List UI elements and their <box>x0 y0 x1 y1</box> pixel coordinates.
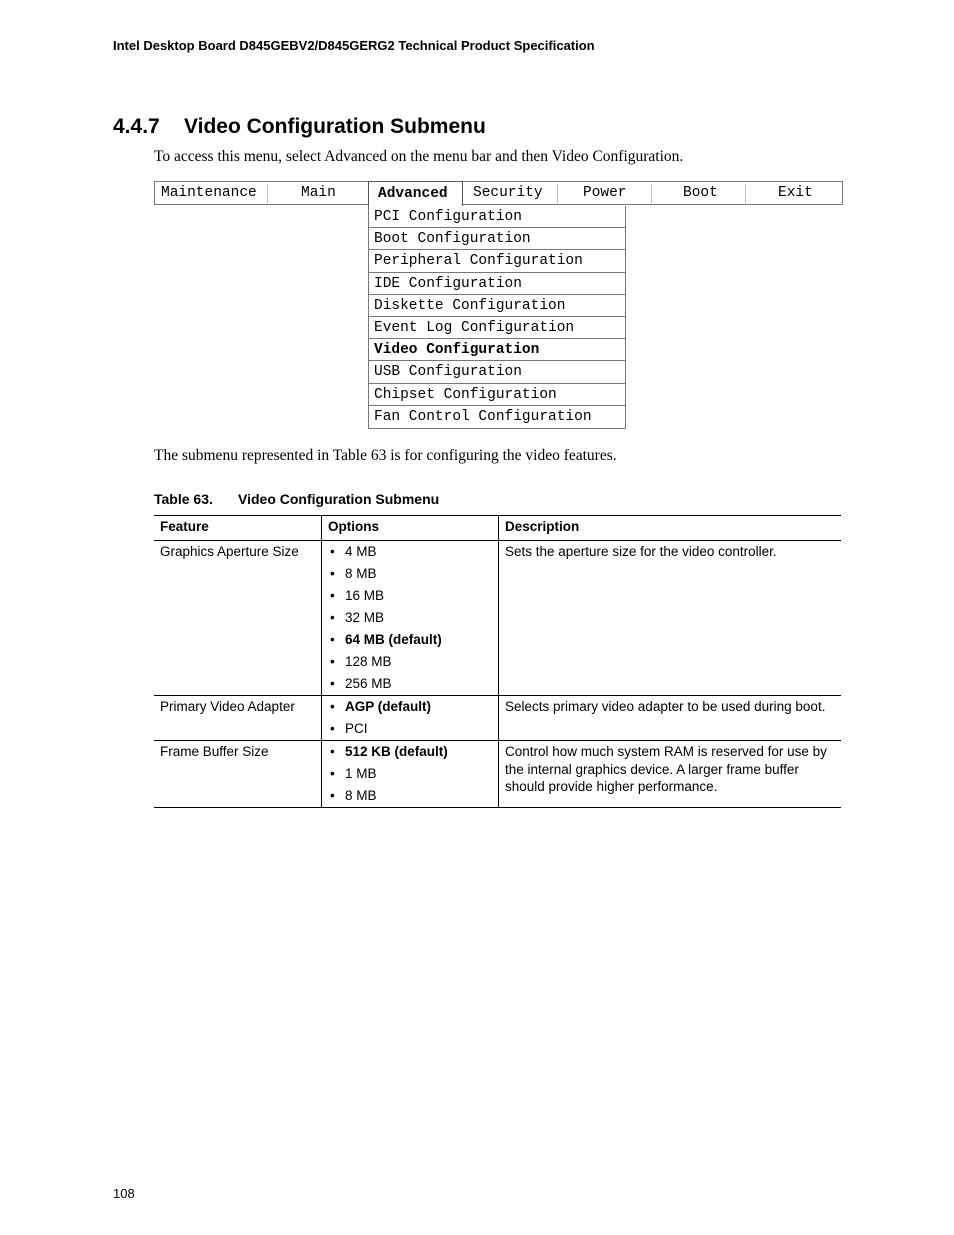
option-label: PCI <box>345 721 368 736</box>
menu-item-exit[interactable]: Exit <box>778 185 813 201</box>
menu-separator <box>557 184 558 203</box>
dropdown-item-peripheral[interactable]: Peripheral Configuration <box>369 250 625 272</box>
table-header-row <box>154 516 841 541</box>
dropdown-item-event-log[interactable]: Event Log Configuration <box>369 317 625 339</box>
feature-cell: Primary Video Adapter <box>154 696 322 741</box>
menu-item-main[interactable]: Main <box>301 185 336 201</box>
bullet-icon: • <box>330 654 335 669</box>
options-cell <box>322 696 499 741</box>
option-label: 64 MB (default) <box>345 632 442 647</box>
bullet-icon: • <box>330 744 335 759</box>
description-cell: Selects primary video adapter to be used during boot. <box>499 696 842 741</box>
option-label: 8 MB <box>345 566 377 581</box>
bullet-icon: • <box>330 699 335 714</box>
menu-separator <box>267 184 268 203</box>
option-item <box>330 765 492 787</box>
option-item <box>330 653 492 675</box>
page-number: 108 <box>113 1186 135 1201</box>
option-label: 256 MB <box>345 676 392 691</box>
column-header-feature: Feature <box>154 516 322 541</box>
bullet-icon: • <box>330 766 335 781</box>
bullet-icon: • <box>330 588 335 603</box>
section-number: 4.4.7 <box>113 115 160 138</box>
option-item <box>330 543 492 565</box>
option-item <box>330 787 492 805</box>
table-row <box>154 741 841 808</box>
dropdown-item-usb[interactable]: USB Configuration <box>369 361 625 383</box>
advanced-dropdown-menu <box>368 206 626 429</box>
submenu-description-paragraph: The submenu represented in Table 63 is for configuring the video features. <box>154 447 617 464</box>
option-label: 128 MB <box>345 654 392 669</box>
option-label: 8 MB <box>345 788 377 803</box>
section-heading <box>113 115 486 139</box>
dropdown-item-fan-control[interactable]: Fan Control Configuration <box>374 408 592 425</box>
bullet-icon: • <box>330 721 335 736</box>
feature-cell: Frame Buffer Size <box>154 741 322 808</box>
option-item <box>330 675 492 693</box>
intro-paragraph: To access this menu, select Advanced on the menu bar and then Video Configuration. <box>154 148 684 165</box>
option-label: 512 KB (default) <box>345 744 448 759</box>
options-cell <box>322 541 499 696</box>
feature-cell: Graphics Aperture Size <box>154 541 322 696</box>
bullet-icon: • <box>330 788 335 803</box>
dropdown-item-diskette[interactable]: Diskette Configuration <box>369 295 625 317</box>
column-header-description: Description <box>499 516 842 541</box>
option-label: 4 MB <box>345 544 377 559</box>
options-cell <box>322 741 499 808</box>
menu-item-maintenance[interactable]: Maintenance <box>161 185 257 201</box>
bullet-icon: • <box>330 544 335 559</box>
option-label: 32 MB <box>345 610 385 625</box>
table-row <box>154 696 841 741</box>
option-item <box>330 609 492 631</box>
menu-separator <box>651 184 652 203</box>
menu-item-power[interactable]: Power <box>583 185 627 201</box>
option-label: 16 MB <box>345 588 385 603</box>
table-row <box>154 541 841 696</box>
bullet-icon: • <box>330 676 335 691</box>
option-item <box>330 720 492 738</box>
table-caption-number: Table 63. <box>154 491 213 507</box>
dropdown-item-ide[interactable]: IDE Configuration <box>369 273 625 295</box>
option-item <box>330 587 492 609</box>
menu-separator <box>745 184 746 203</box>
dropdown-item-pci[interactable]: PCI Configuration <box>369 206 625 228</box>
column-header-options: Options <box>322 516 499 541</box>
table-caption-title: Video Configuration Submenu <box>238 491 440 507</box>
bullet-icon: • <box>330 632 335 647</box>
bullet-icon: • <box>330 610 335 625</box>
option-item-default <box>330 631 492 653</box>
option-label: 1 MB <box>345 766 377 781</box>
description-cell: Control how much system RAM is reserved for use by the internal graphics device. A larger frame buffer should provide higher performance. <box>499 741 842 808</box>
video-config-table <box>154 515 841 808</box>
dropdown-item-boot[interactable]: Boot Configuration <box>369 228 625 250</box>
bios-menu-bar <box>154 181 843 205</box>
menu-item-security[interactable]: Security <box>473 185 543 201</box>
option-item-default <box>330 743 492 765</box>
bullet-icon: • <box>330 566 335 581</box>
option-item <box>330 565 492 587</box>
dropdown-item-video[interactable]: Video Configuration <box>369 339 625 361</box>
section-title: Video Configuration Submenu <box>184 115 486 138</box>
option-label: AGP (default) <box>345 699 432 714</box>
menu-item-boot[interactable]: Boot <box>683 185 718 201</box>
menu-item-advanced[interactable]: Advanced <box>368 181 463 206</box>
dropdown-item-chipset[interactable]: Chipset Configuration <box>369 384 625 406</box>
document-header: Intel Desktop Board D845GEBV2/D845GERG2 Technical Product Specification <box>113 38 595 53</box>
description-cell: Sets the aperture size for the video controller. <box>499 541 842 696</box>
table-caption <box>154 491 439 507</box>
option-item-default <box>330 698 492 720</box>
